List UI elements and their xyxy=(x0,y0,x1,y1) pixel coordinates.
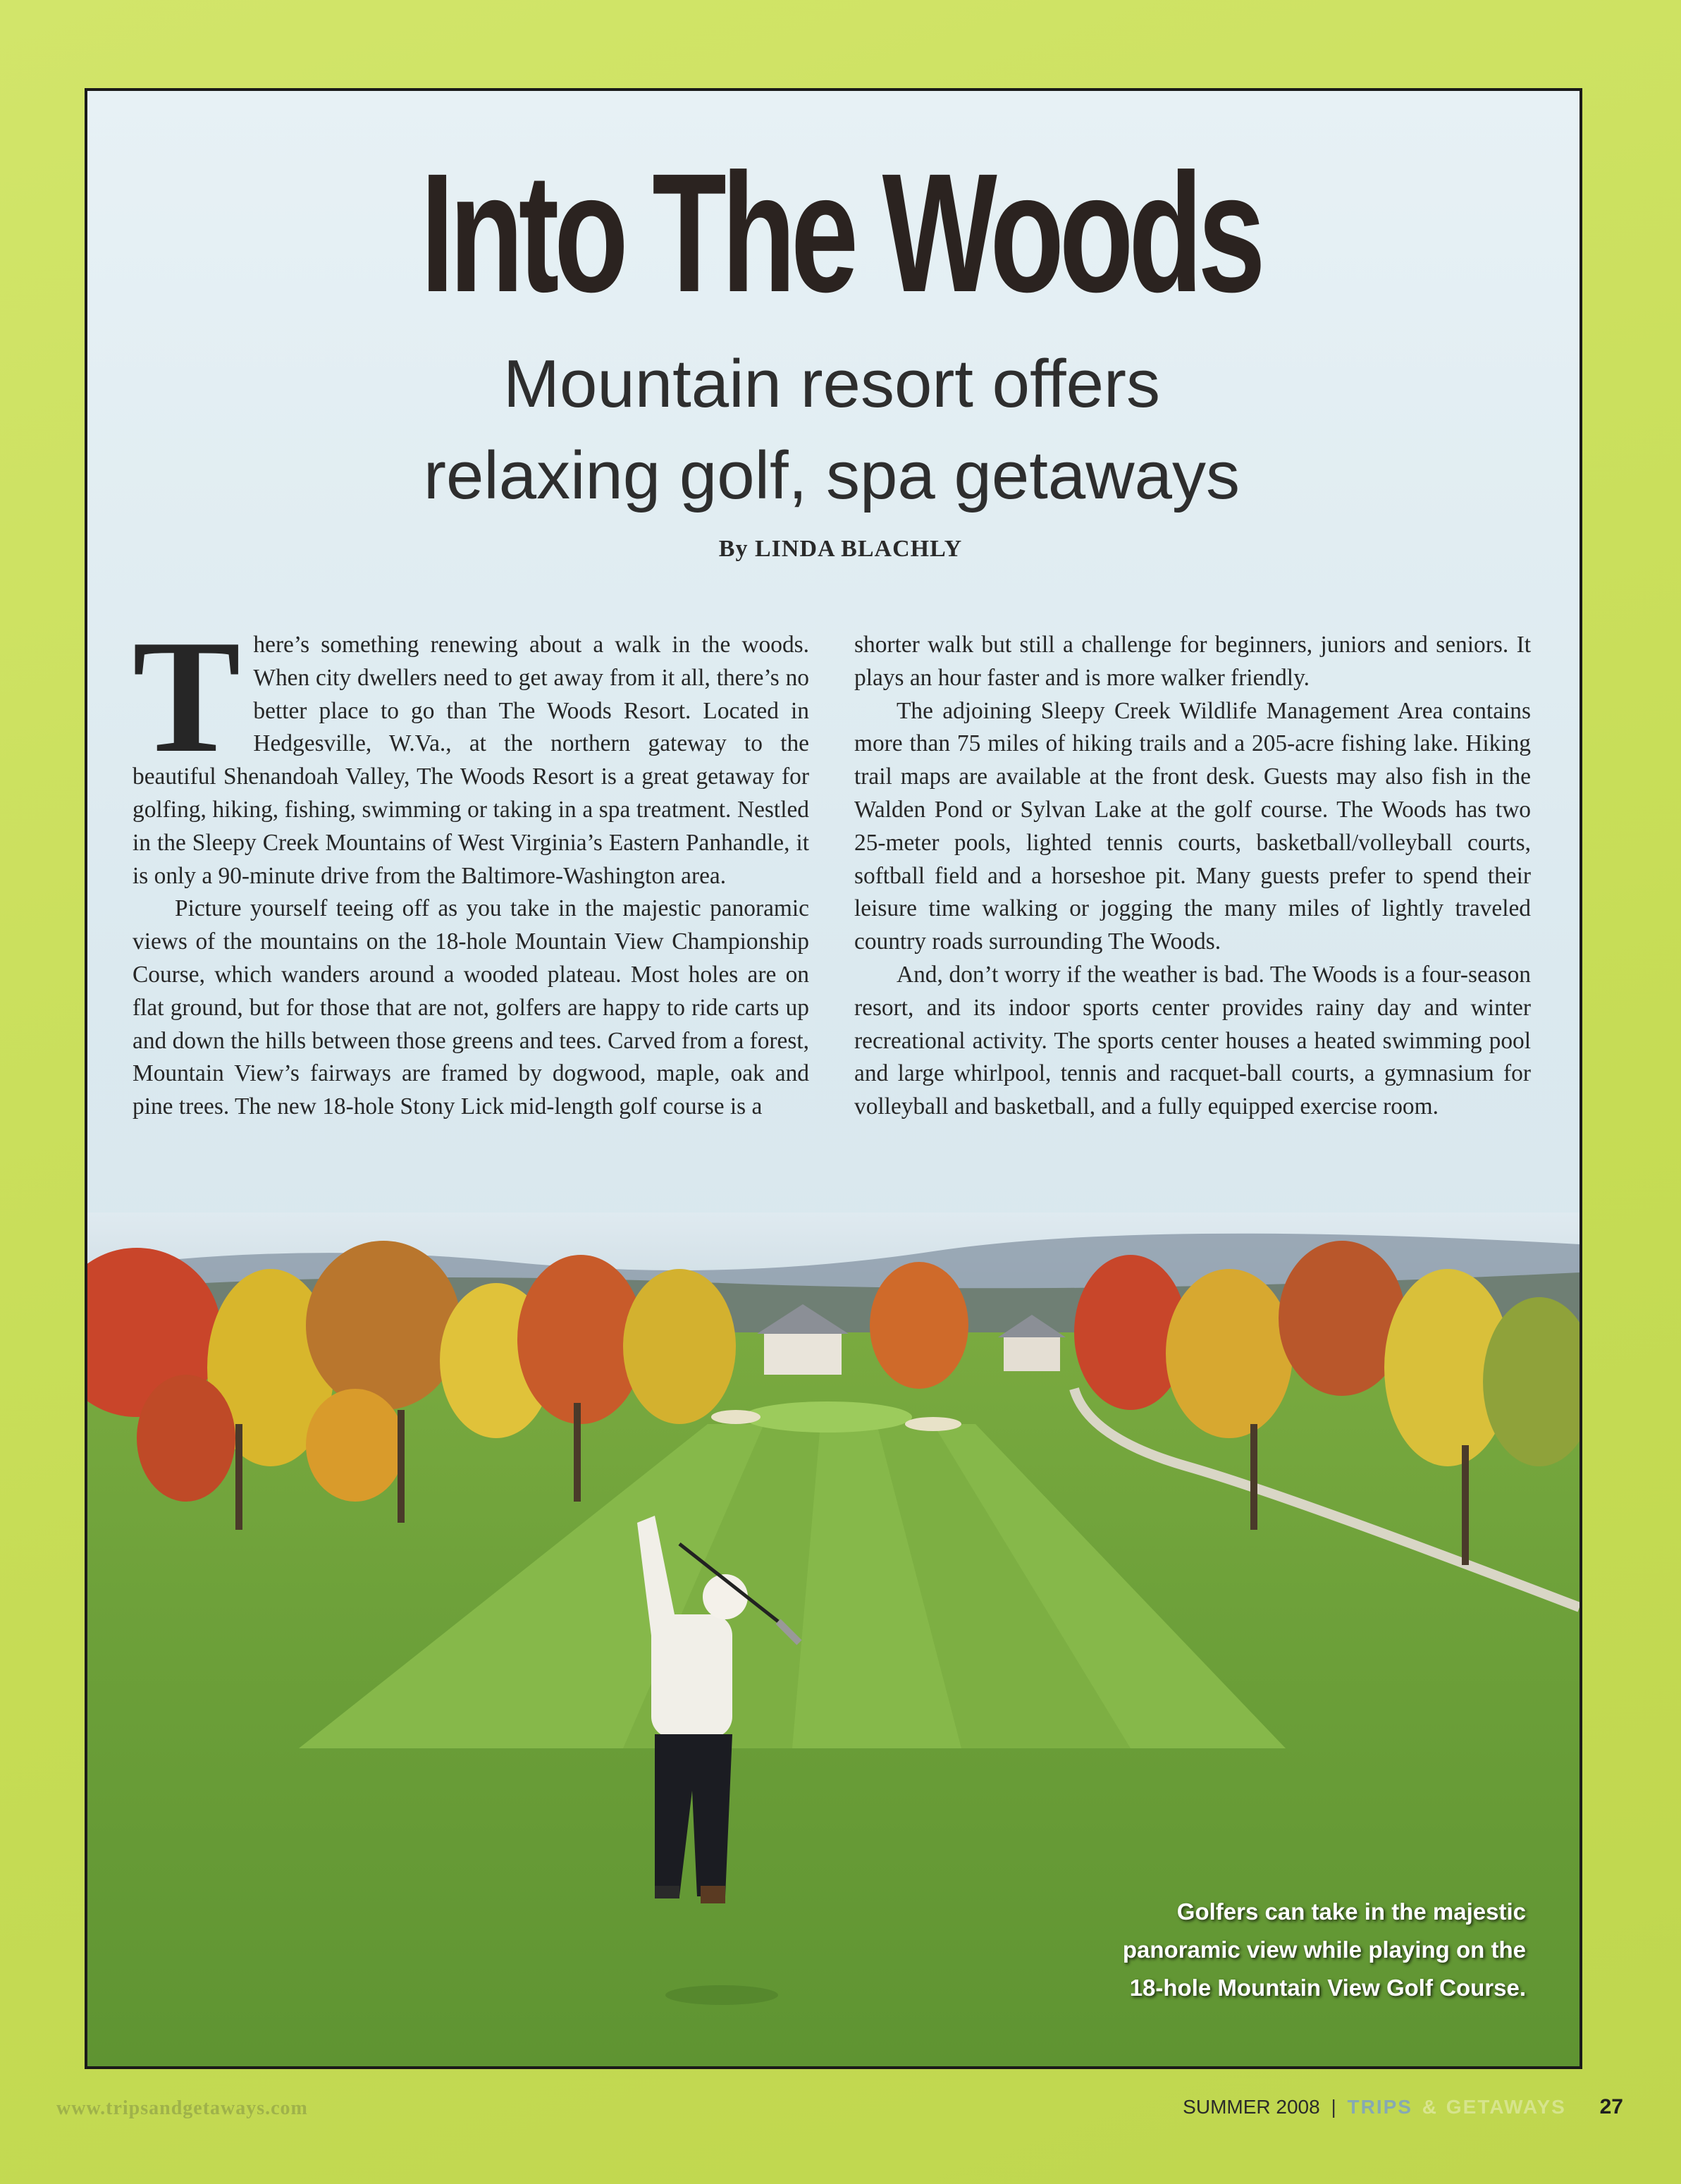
subtitle-line-2: relaxing golf, spa getaways xyxy=(424,438,1240,513)
byline: By LINDA BLACHLY xyxy=(718,536,963,562)
article-column-right xyxy=(854,629,1531,1124)
paragraph: Picture yourself teeing off as you take in the majestic panoramic views of the mountains on the 18-hole Mountain View Championship Course, which wanders around a wooded plateau. Most holes are on flat ground, but for those that are not, golfers are happy to ride carts up and down the hills between those greens and tees. Carved from a forest, Mountain View’s fairways are framed by dogwood, maple, oak and pine trees. The new 18-hole Stony Lick mid-length golf course is a xyxy=(133,895,809,1120)
caption-line-1: Golfers can take in the majestic xyxy=(1176,1898,1526,1925)
photo-caption xyxy=(1018,1893,1526,2007)
paragraph-text: here’s something renewing about a walk in the woods. When city dwellers need to get away from it all, there’s no better place to go than The Woods Resort. Located in Hedgesville, W.Va., at the northern gateway to the beautiful Shenandoah Valley, The Woods Resort is a great getaway for golfing, hiking, fishing, swimming or taking in a spa treatment. Nestled in the Sleepy Creek Mountains of West Virginia’s Eastern Panhandle, it is only a 90-minute drive from the Baltimore-Washington area. xyxy=(133,632,809,889)
paragraph: And, don’t worry if the weather is bad. The Woods is a four-season resort, and its indoor sports center provides rainy day and winter recreational activity. The sports center houses a heated swimming pool and large whirlpool, tennis and racquet-ball courts, a gymnasium for volleyball and basketball, and a fully equipped exercise room. xyxy=(854,961,1531,1120)
caption-line-2: panoramic view while playing on the xyxy=(1122,1937,1526,1963)
paragraph: The adjoining Sleepy Creek Wildlife Management Area contains more than 75 miles of hiking trails and a 205-acre fishing lake. Hiking trail maps are available at the front desk. Guests may also fish in the Walden Pond or Sylvan Lake at the golf course. The Woods has two 25-meter pools, lighted tennis courts, basketball/volleyball courts, softball field and a horseshoe pit. Many guests prefer to spend their leisure time walking or jogging the many miles of lightly traveled country roads surrounding The Woods. xyxy=(854,697,1531,955)
subtitle-line-1: Mountain resort offers xyxy=(503,346,1160,422)
caption-line-3: 18-hole Mountain View Golf Course. xyxy=(1129,1975,1526,2001)
brand-ampersand: & xyxy=(1422,2096,1437,2118)
paragraph xyxy=(133,606,809,892)
brand-trips: TRIPS xyxy=(1347,2096,1412,2118)
issue-date: SUMMER 2008 xyxy=(1183,2096,1320,2118)
article-column-left xyxy=(133,606,809,1124)
footer-folio xyxy=(1183,2095,1623,2119)
article-subtitle xyxy=(268,338,1396,522)
drop-cap: T xyxy=(133,606,241,786)
brand-getaways: GETAWAYS xyxy=(1446,2096,1566,2118)
article-title: Into The Woods xyxy=(420,138,1261,327)
folio-separator: | xyxy=(1331,2096,1336,2118)
footer-url: www.tripsandgetaways.com xyxy=(56,2097,308,2119)
page-number: 27 xyxy=(1599,2095,1623,2118)
paragraph: shorter walk but still a challenge for beginners, juniors and seniors. It plays an hour faster and is more walker friendly. xyxy=(854,632,1531,691)
